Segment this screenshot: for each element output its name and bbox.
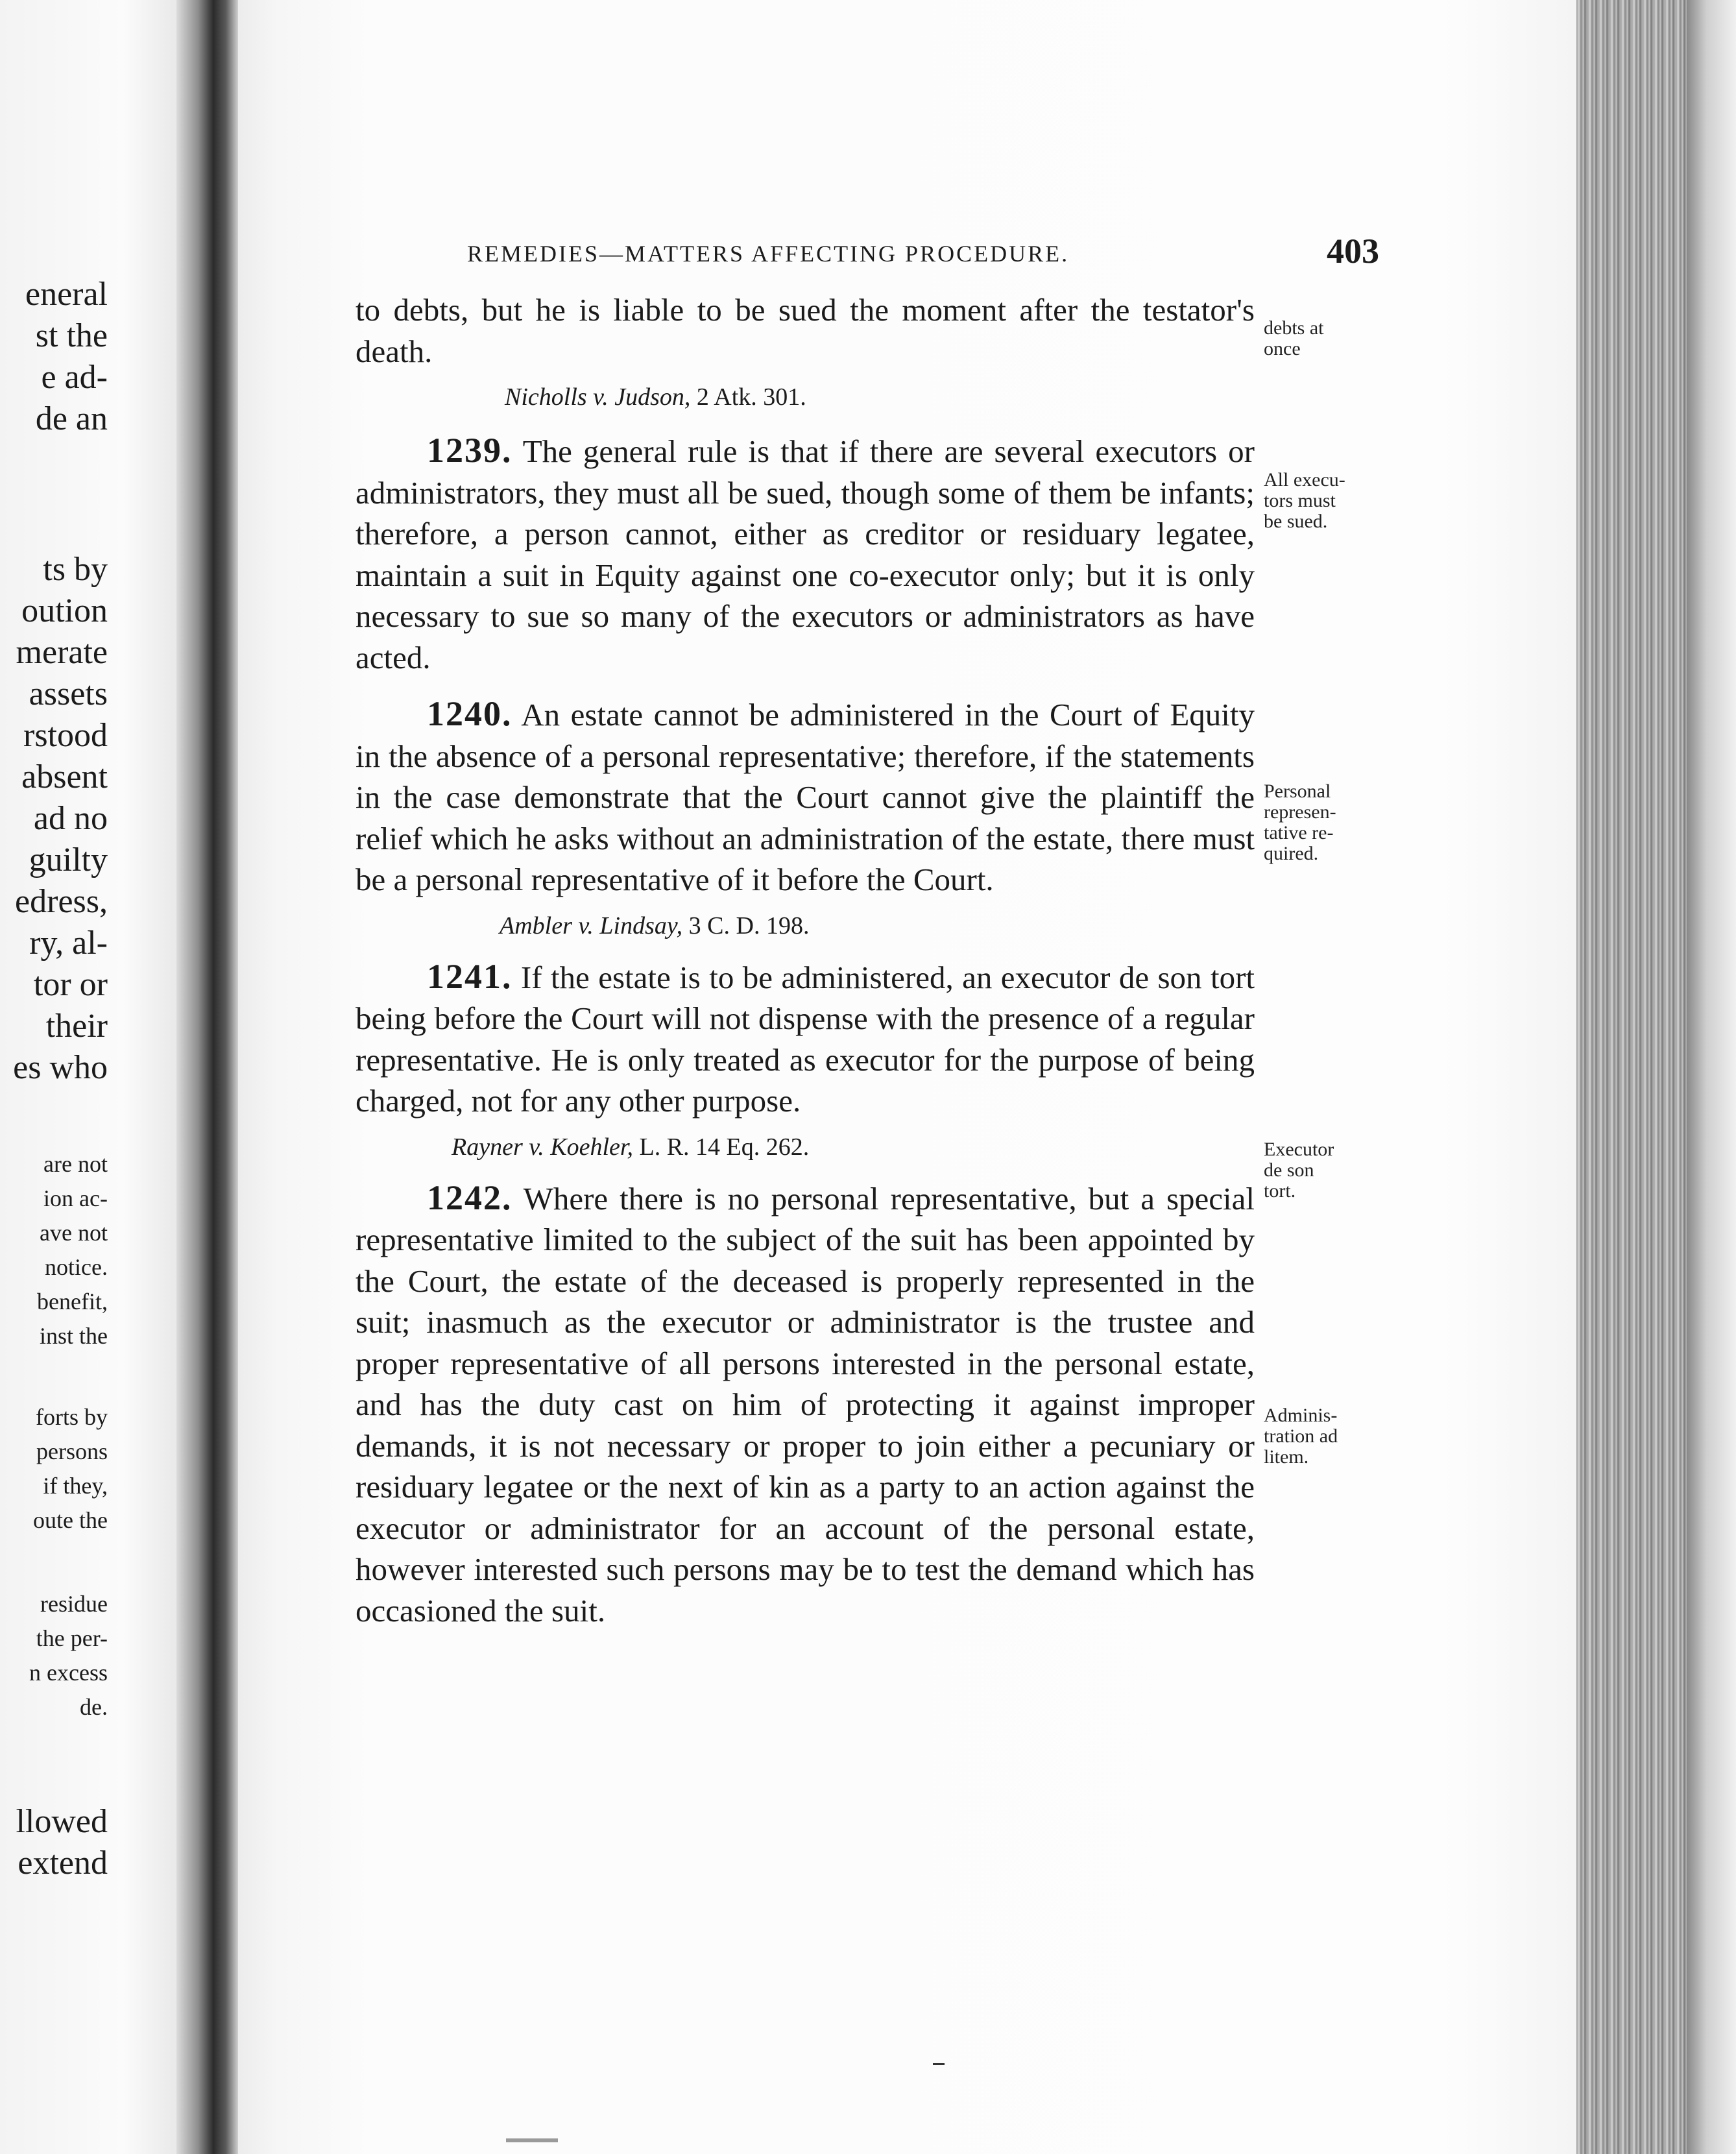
left-fragment-line: oute the — [33, 1507, 108, 1533]
left-fragment-line: if they, — [43, 1473, 108, 1499]
left-fragment-line: the per- — [36, 1625, 108, 1651]
sidenote-line: de son — [1264, 1159, 1314, 1181]
left-fragment-line: rstood — [23, 717, 108, 754]
left-fragment-line: persons — [36, 1438, 108, 1464]
sidenote-administration-ad-litem — [1264, 1405, 1380, 1468]
book-gutter — [176, 0, 238, 2154]
scan-mark — [506, 2138, 558, 2142]
left-fragment-line: ion ac- — [43, 1185, 108, 1211]
sidenote-line: tors must — [1264, 490, 1336, 511]
citation-case: Nicholls v. Judson, — [505, 383, 691, 411]
section-text: An estate cannot be administered in the Court of Equity in the absence of a personal representative; therefore, if the statements in the case demonstrate that the Court cannot give the plaintiff the relief which he asks without an administration of the estate, there must be a personal representative of it before the Court. — [356, 697, 1255, 897]
sidenote-debts-at-once — [1264, 318, 1380, 359]
left-page-fragment — [0, 0, 176, 2154]
left-fragment-block-middle — [13, 549, 108, 1089]
sidenote-personal-representative-required — [1264, 781, 1380, 864]
left-fragment-footnote-c — [29, 1587, 108, 1724]
left-fragment-line: notice. — [45, 1254, 108, 1280]
left-fragment-line: absent — [21, 758, 108, 795]
left-fragment-line: forts by — [36, 1404, 108, 1430]
citation-case: Rayner v. Koehler, — [452, 1133, 633, 1161]
left-fragment-footnote-a — [37, 1147, 108, 1353]
page-number: 403 — [1327, 232, 1379, 271]
left-fragment-line: de. — [80, 1694, 108, 1720]
left-fragment-line: ry, al- — [29, 925, 108, 962]
sidenote-line: Adminis- — [1264, 1405, 1338, 1426]
section-number: 1240. — [427, 694, 512, 733]
left-fragment-line: st the — [35, 317, 108, 354]
left-fragment-footnote-b — [33, 1400, 108, 1538]
sidenote-line: Personal — [1264, 781, 1331, 802]
page-edges — [1576, 0, 1736, 2154]
left-fragment-line: ts by — [43, 551, 108, 588]
left-fragment-line: merate — [16, 634, 108, 671]
citation-reference: L. R. 14 Eq. 262. — [639, 1133, 810, 1161]
citation — [505, 381, 1255, 413]
left-fragment-line: ad no — [33, 800, 108, 837]
sidenote-line: once — [1264, 338, 1301, 359]
section-number: 1242. — [427, 1178, 512, 1217]
section-text: If the estate is to be administered, an executor de son tort being before the Court will not dispense with the presence of a regular representative. He is only treated as executor for the purpose of being charged, not for any other purpose. — [356, 959, 1255, 1119]
left-fragment-block-upper — [25, 274, 108, 440]
section-1241 — [356, 956, 1255, 1122]
sidenote-executor-de-son-tort — [1264, 1139, 1380, 1202]
citation-case: Ambler v. Lindsay, — [500, 912, 683, 939]
section-text: The general rule is that if there are several executors or administrators, they must all be sued, though some of them be infants; therefore, a person cannot, either as creditor or residuary legatee, maintain a suit in Equity against one co-executor only; but it is only necessary to sue so many of the executors or administrators as have acted. — [356, 433, 1255, 675]
scan-mark — [933, 2063, 945, 2065]
left-fragment-block-lower — [16, 1801, 108, 1884]
sidenote-all-executors-must-be-sued — [1264, 470, 1380, 532]
citation-reference: 3 C. D. 198. — [688, 912, 810, 939]
left-fragment-line: assets — [29, 675, 108, 712]
left-fragment-line: benefit, — [37, 1289, 108, 1314]
left-fragment-line: edress, — [15, 883, 108, 920]
sidenote-line: represen- — [1264, 801, 1336, 823]
left-fragment-line: guilty — [29, 841, 108, 878]
citation — [452, 1131, 1255, 1163]
left-fragment-line: de an — [35, 400, 108, 437]
section-number: 1241. — [427, 956, 512, 996]
sidenote-line: debts at — [1264, 317, 1324, 339]
left-fragment-line: n excess — [29, 1660, 108, 1686]
left-fragment-line: llowed — [16, 1803, 108, 1840]
left-fragment-line: eneral — [25, 276, 108, 313]
left-fragment-line: tor or — [33, 966, 108, 1003]
sidenote-line: Executor — [1264, 1139, 1334, 1160]
sidenote-line: tration ad — [1264, 1425, 1338, 1447]
sidenote-line: tative re- — [1264, 822, 1334, 843]
citation — [500, 910, 1255, 942]
sidenote-line: All execu- — [1264, 469, 1345, 490]
left-fragment-line: extend — [18, 1845, 108, 1882]
left-fragment-line: inst the — [40, 1323, 108, 1349]
section-number: 1239. — [427, 431, 512, 470]
left-fragment-line: ave not — [40, 1220, 108, 1246]
left-fragment-line: e ad- — [41, 359, 108, 396]
section-1242 — [356, 1178, 1255, 1632]
left-fragment-line: es who — [13, 1049, 108, 1086]
section-text: Where there is no personal representative, but a special representative limited to the subject of the suit has been appointed by the Court, the estate of the deceased is properly represented in the suit; inasmuch as the executor or administrator is the trustee and proper representative of all persons interested in the personal estate, and has the duty cast on him of protecting it against improper demands, it is not necessary or proper to join either a pecuniary or residuary legatee or the next of kin as a party to an action against the executor or administrator for an account of the personal estate, however interested such persons may be to test the demand which has occasioned the suit. — [356, 1180, 1255, 1628]
continuation-paragraph: to debts, but he is liable to be sued the moment after the testator's death. — [356, 292, 1255, 369]
left-fragment-line: their — [45, 1008, 108, 1045]
running-head: REMEDIES—MATTERS AFFECTING PROCEDURE. — [467, 241, 1070, 267]
citation-reference: 2 Atk. 301. — [696, 383, 806, 411]
section-1240 — [356, 694, 1255, 901]
body-text — [356, 289, 1255, 1631]
left-fragment-line: are not — [43, 1151, 108, 1177]
sidenote-line: litem. — [1264, 1446, 1309, 1468]
left-fragment-line: residue — [40, 1591, 108, 1617]
sidenote-line: be sued. — [1264, 511, 1328, 532]
sidenote-line: quired. — [1264, 843, 1319, 864]
left-fragment-line: oution — [21, 592, 108, 629]
sidenote-line: tort. — [1264, 1180, 1296, 1202]
section-1239 — [356, 430, 1255, 678]
